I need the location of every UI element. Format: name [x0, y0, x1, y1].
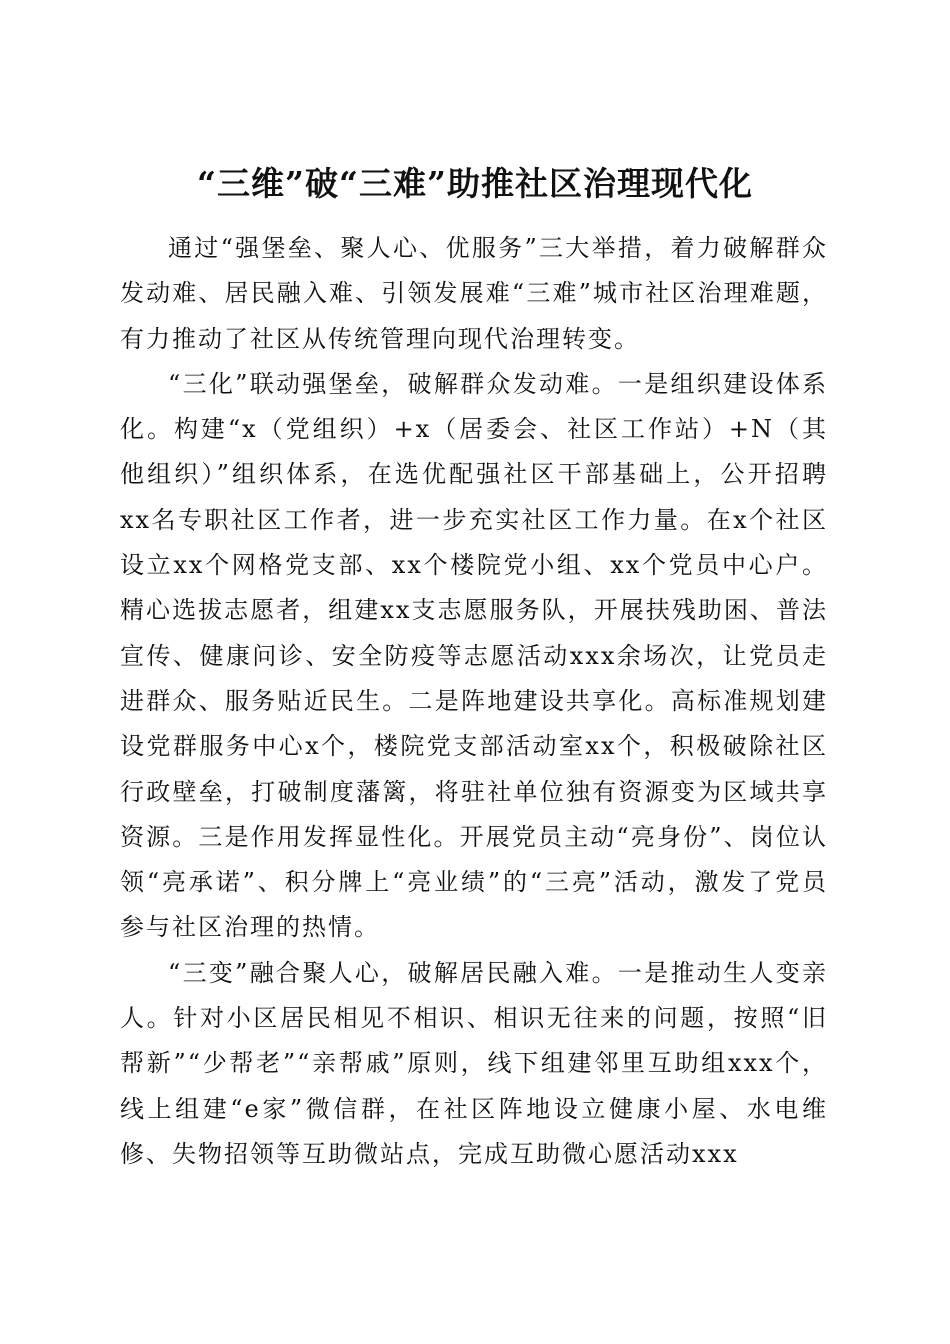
paragraph-section-1: “三化”联动强堡垒，破解群众发动难。一是组织建设体系化。构建“x（党组织）+x（居委会、社区工作站）+N（其他组织）”组织体系，在选优配强社区干部基础上，公开招聘xx名专职社区工作者，进一步充实社区工作力量。在x个社区设立xx个网格党支部、xx个楼院党小组、xx个党员中心户。精心选拔志愿者，组建xx支志愿服务队，开展扶残助困、普法宣传、健康问诊、安全防疫等志愿活动xxx余场次，让党员走进群众、服务贴近民生。二是阵地建设共享化。高标准规划建设党群服务中心x个，楼院党支部活动室xx个，积极破除社区行政壁垒，打破制度藩篱，将驻社单位独有资源变为区域共享资源。三是作用发挥显性化。开展党员主动“亮身份”、岗位认领“亮承诺”、积分牌上“亮业绩”的“三亮”活动，激发了党员参与社区治理的热情。 — [120, 369, 828, 942]
paragraph-intro: 通过“强堡垒、聚人心、优服务”三大举措，着力破解群众发动难、居民融入难、引领发展难“三难”城市社区治理难题，有力推动了社区从传统管理向现代治理转变。 — [120, 234, 828, 353]
paragraph-section-2: “三变”融合聚人心，破解居民融入难。一是推动生人变亲人。针对小区居民相见不相识、相识无往来的问题，按照“旧帮新”“少帮老”“亲帮戚”原则，线下组建邻里互助组xxx个，线上组建“e家”微信群，在社区阵地设立健康小屋、水电维修、失物招领等互助微站点，完成互助微心愿活动xxx — [120, 958, 828, 1168]
document-body — [120, 226, 828, 1177]
page-title: “三维”破“三难”助推社区治理现代化 — [197, 164, 753, 204]
